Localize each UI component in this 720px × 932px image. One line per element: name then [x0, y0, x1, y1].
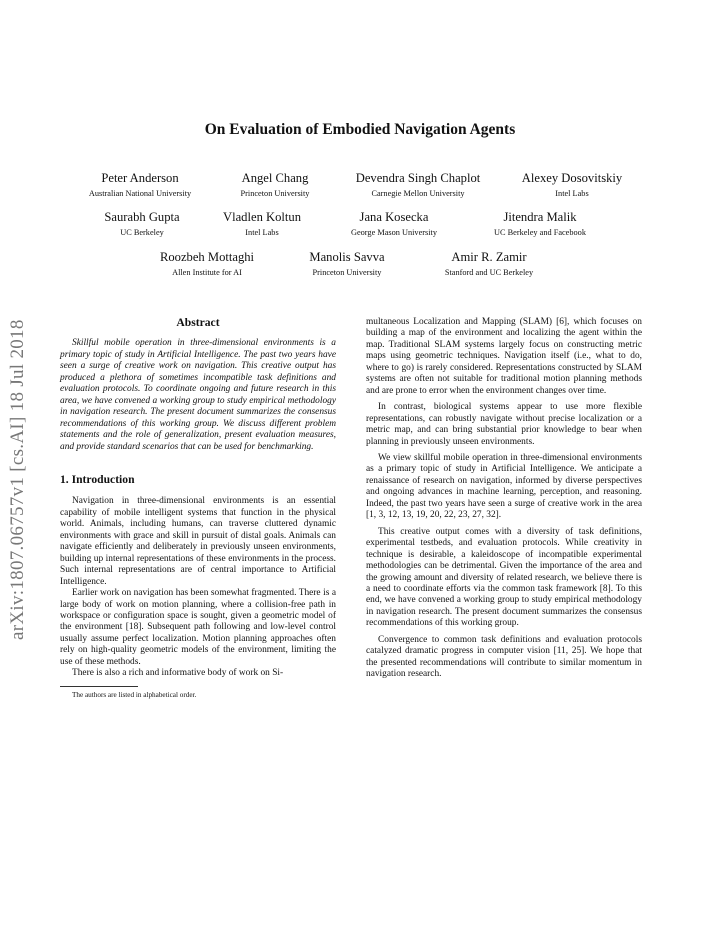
- author-name: Saurabh Gupta: [104, 210, 180, 224]
- author-block: [89, 171, 191, 199]
- author-name: Manolis Savva: [309, 250, 385, 264]
- author-affiliation: UC Berkeley and Facebook: [494, 228, 586, 237]
- author-name: Devendra Singh Chaplot: [355, 171, 481, 185]
- author-block: [445, 250, 533, 278]
- author-block: [241, 171, 310, 199]
- footnote-rule: [60, 686, 138, 687]
- author-name: Jana Kosecka: [359, 210, 429, 224]
- paper-title: On Evaluation of Embodied Navigation Agents: [204, 121, 516, 138]
- author-block: [522, 171, 622, 199]
- author-affiliation: George Mason University: [350, 228, 438, 237]
- body-paragraph: In contrast, biological systems appear to use more flexible representations, can robustly navigate without precise localization or a metric map, and can bring substantial prior knowledge to bear when planning in previously unseen environments.: [366, 402, 642, 447]
- author-block: [494, 210, 586, 238]
- body-paragraph: Convergence to common task definitions and evaluation protocols catalyzed dramatic progress in computer vision [11, 25]. We hope that the presented recommendations will contribute to similar momentum in navigation research.: [366, 634, 642, 680]
- author-block: [223, 210, 301, 238]
- abstract-heading: Abstract: [176, 316, 220, 329]
- arxiv-identifier: arXiv:1807.06757v1 [cs.AI] 18 Jul 2018: [7, 319, 28, 640]
- author-name: Amir R. Zamir: [451, 250, 527, 264]
- author-block: [356, 171, 481, 199]
- author-affiliation: Carnegie Mellon University: [371, 189, 465, 198]
- author-affiliation: Princeton University: [312, 268, 382, 277]
- body-paragraph: multaneous Localization and Mapping (SLAM) [6], which focuses on building a map of the environment and localizing the agent within the map. Traditional SLAM systems largely focus on constructing metric maps using geometric techniques. Navigation itself (i.e., what to do, where to go) is rarely considered. Representations constructed by SLAM systems are often not suitable for traditional motion planning methods and are prone to error when the environment changes over time.: [366, 317, 642, 396]
- author-name: Peter Anderson: [101, 171, 179, 185]
- body-paragraph: We view skillful mobile operation in three-dimensional environments as a primary topic of study in Artificial Intelligence. We anticipate a renaissance of research on navigation, informed by diverse perspectives and ongoing advances in machine learning, perception, and reasoning. Indeed, the past two years have seen a surge of creative work in the area [1, 3, 12, 13, 19, 20, 22, 23, 27, 32].: [366, 452, 642, 521]
- footnote: The authors are listed in alphabetical order.: [72, 690, 197, 699]
- author-affiliation: Stanford and UC Berkeley: [444, 268, 534, 277]
- author-affiliation: Allen Institute for AI: [172, 268, 242, 277]
- right-column: [366, 317, 642, 681]
- author-affiliation: Princeton University: [240, 189, 310, 198]
- abstract-text: Skillful mobile operation in three-dimensional environments is a primary topic of study in Artificial Intelligence. The past two years have seen a surge of creative work on navigation. This creative output has produced a plethora of sometimes incompatible task definitions and evaluation protocols. To coordinate ongoing and future research in this area, we have convened a working group to study empirical methodology in navigation research. The present document summarizes the consensus recommendations of this working group. We discuss different problem statements and the role of generalization, present evaluation measures, and provide standard scenarios that can be used for benchmarking.: [60, 338, 336, 452]
- left-column: [60, 317, 336, 700]
- author-block: [160, 250, 254, 278]
- author-affiliation: Intel Labs: [555, 189, 589, 198]
- introduction-heading: 1. Introduction: [60, 472, 135, 486]
- intro-paragraph: There is also a rich and informative body of work on Si-: [72, 668, 284, 679]
- author-affiliation: Intel Labs: [245, 228, 279, 237]
- body-paragraph: This creative output comes with a diversity of task definitions, experimental testbeds, and evaluation protocols. While creativity in technique is desirable, a kaleidoscope of incompatible experimental methodologies can be detrimental. Given the importance of the area and the growing amount and diversity of related research, we believe there is a need to coordinate efforts via the common task framework [8]. To this end, we have convened a working group to study empirical methodology in navigation research. The present document summarizes the consensus recommendations of this working group.: [366, 526, 642, 629]
- intro-paragraph: Navigation in three-dimensional environments is an essential capability of mobile intelligent systems that function in the physical world. Animals, including humans, can traverse cluttered dynamic environments with grace and skill in pursuit of distal goals. Animals can navigate efficiently and deliberately in previously unseen environments, building up internal representations of these environments in the process. Such internal representations are of central importance to Artificial Intelligence.: [60, 496, 336, 587]
- author-block: [351, 210, 437, 238]
- author-name: Angel Chang: [241, 171, 309, 185]
- author-name: Alexey Dosovitskiy: [521, 171, 623, 185]
- author-name: Vladlen Koltun: [223, 210, 301, 224]
- intro-paragraph: Earlier work on navigation has been somewhat fragmented. There is a large body of work on motion planning, where a collision-free path in workspace or configuration space is sought, given a geometric model of the environment [18]. Subsequent path following and low-level control usually assume perfect localization. Motion planning approaches often rely on high-quality geometric models of the environment, limiting the use of these methods.: [60, 588, 336, 667]
- author-block: [104, 210, 179, 238]
- author-name: Roozbeh Mottaghi: [159, 250, 255, 264]
- author-name: Jitendra Malik: [503, 210, 577, 224]
- author-block: [309, 250, 384, 278]
- author-affiliation: UC Berkeley: [120, 228, 164, 237]
- author-affiliation: Australian National University: [88, 189, 192, 198]
